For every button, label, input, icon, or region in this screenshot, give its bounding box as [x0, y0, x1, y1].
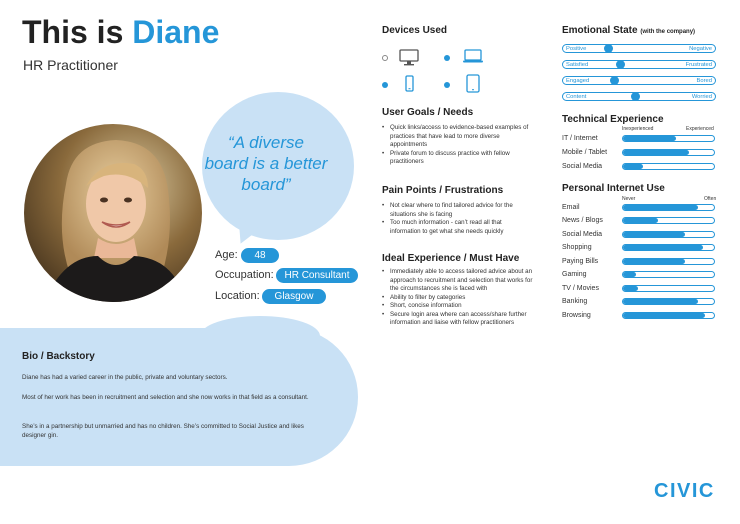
- tech-scale-high: Experienced: [686, 126, 714, 132]
- internet-row-label: Paying Bills: [562, 258, 599, 265]
- tech-bar: [622, 135, 715, 142]
- emotion-scale-left: Satisfied: [566, 61, 589, 68]
- internet-bar-fill: [623, 205, 698, 210]
- laptop-icon: [462, 49, 484, 69]
- internet-bar-fill: [623, 232, 685, 237]
- emotion-scale: [562, 44, 716, 53]
- bio-paragraph-1: Diane has had a varied career in the public, private and voluntary sectors.: [22, 374, 228, 381]
- tech-bar: [622, 163, 715, 170]
- pain-points-title: Pain Points / Frustrations: [382, 185, 504, 196]
- emotion-scale: [562, 60, 716, 69]
- emotion-scale-right: Bored: [696, 77, 712, 84]
- emotion-scale-right: Frustrated: [685, 61, 712, 68]
- internet-bar-fill: [623, 286, 638, 291]
- pain-points-list: [382, 202, 527, 236]
- internet-row-label: Shopping: [562, 244, 592, 251]
- list-item: • Immediately able to access tailored advice about an approach to recruitment and selection that works for the circumstances she is faced with: [382, 268, 537, 294]
- emotion-scale-left: Content: [566, 93, 587, 100]
- internet-row-label: Gaming: [562, 271, 587, 278]
- page-title: This is Diane: [22, 14, 220, 50]
- devices-title: Devices Used: [382, 25, 448, 36]
- list-item: • Private forum to discuss practice with fellow practitioners: [382, 150, 532, 167]
- occupation-value: HR Consultant: [276, 268, 358, 283]
- internet-bar: [622, 298, 715, 305]
- emotion-scale-right: Negative: [689, 45, 712, 52]
- list-item: • Not clear where to find tailored advice for the situations she is facing: [382, 202, 527, 219]
- list-item: • Quick links/access to evidence-based examples of practices that have lead to more diverse appointments: [382, 124, 532, 150]
- bio-paragraph-2: Most of her work has been in recruitment and selection and she now works in that field as a consultant.: [22, 394, 309, 401]
- user-goals-title: User Goals / Needs: [382, 107, 474, 118]
- ideal-experience-title: Ideal Experience / Must Have: [382, 253, 520, 264]
- internet-bar-fill: [623, 299, 698, 304]
- tech-bar: [622, 149, 715, 156]
- list-item: • Too much information - can’t read all that information to get what she needs quickly: [382, 219, 527, 236]
- internet-bar-fill: [623, 218, 658, 223]
- persona-quote: “A diverse board is a better board”: [204, 133, 328, 194]
- emotion-scale: [562, 76, 716, 85]
- internet-bar-fill: [623, 313, 705, 318]
- internet-bar: [622, 231, 715, 238]
- internet-row-label: Email: [562, 204, 580, 211]
- location-value: Glasgow: [262, 289, 326, 304]
- internet-bar: [622, 285, 715, 292]
- internet-bar: [622, 312, 715, 319]
- internet-use-title: Personal Internet Use: [562, 183, 665, 194]
- emotion-scale-left: Positive: [566, 45, 587, 52]
- persona-role: HR Practitioner: [23, 57, 118, 73]
- emotional-state-title: Emotional State (with the company): [562, 25, 696, 36]
- internet-row-label: Social Media: [562, 231, 603, 238]
- internet-bar: [622, 217, 715, 224]
- user-goals-list: [382, 124, 532, 167]
- persona-name: Diane: [132, 14, 220, 50]
- emotion-scale-marker: [604, 44, 613, 53]
- phone-radio: [382, 82, 388, 88]
- tech-bar-fill: [623, 150, 689, 155]
- internet-row-label: Banking: [562, 298, 588, 305]
- phone-icon: [405, 75, 414, 97]
- laptop-radio: [444, 55, 450, 61]
- emotion-scale-marker: [610, 76, 619, 85]
- internet-bar: [622, 258, 715, 265]
- emotion-scale-right: Worried: [691, 93, 712, 100]
- desktop-icon: [399, 49, 419, 71]
- age-label: Age:: [215, 249, 238, 261]
- list-item: • Short, concise information: [382, 302, 537, 311]
- tablet-radio: [444, 82, 450, 88]
- tech-row-label: Mobile / Tablet: [562, 149, 608, 156]
- tech-row-label: IT / Internet: [562, 135, 598, 142]
- bio-title: Bio / Backstory: [22, 351, 95, 362]
- list-item: • Secure login area where can access/share further information and liaise with fellow practitioners: [382, 311, 537, 328]
- emotional-state-note: (with the company): [640, 29, 696, 35]
- tech-bar-fill: [623, 136, 676, 141]
- internet-row-label: News / Blogs: [562, 217, 603, 224]
- internet-scale-low: Never: [622, 196, 636, 202]
- occupation-label: Occupation:: [215, 269, 274, 281]
- internet-bar: [622, 204, 715, 211]
- civic-logo: CIVIC: [654, 480, 715, 502]
- emotion-scale: [562, 92, 716, 101]
- technical-experience-title: Technical Experience: [562, 114, 664, 125]
- tablet-icon: [466, 74, 480, 98]
- emotion-scale-left: Engaged: [566, 77, 590, 84]
- tech-scale-low: Inexperienced: [622, 126, 654, 132]
- internet-bar: [622, 271, 715, 278]
- tech-bar-fill: [623, 164, 643, 169]
- tech-row-label: Social Media: [562, 163, 603, 170]
- internet-row-label: TV / Movies: [562, 285, 599, 292]
- ideal-experience-list: [382, 268, 537, 328]
- desktop-radio: [382, 55, 388, 61]
- list-item: • Ability to filter by categories: [382, 294, 537, 303]
- internet-bar-fill: [623, 259, 685, 264]
- location-label: Location:: [215, 290, 260, 302]
- internet-scale-high: Often: [704, 196, 717, 202]
- emotion-scale-marker: [631, 92, 640, 101]
- bio-paragraph-3: She’s in a partnership but unmarried and has no children. She’s committed to Social Justice and likes designer gin.: [22, 423, 304, 439]
- persona-photo: [24, 124, 202, 302]
- internet-bar: [622, 244, 715, 251]
- internet-bar-fill: [623, 272, 636, 277]
- internet-bar-fill: [623, 245, 703, 250]
- emotion-scale-marker: [616, 60, 625, 69]
- internet-row-label: Browsing: [562, 312, 591, 319]
- age-value: 48: [241, 248, 279, 263]
